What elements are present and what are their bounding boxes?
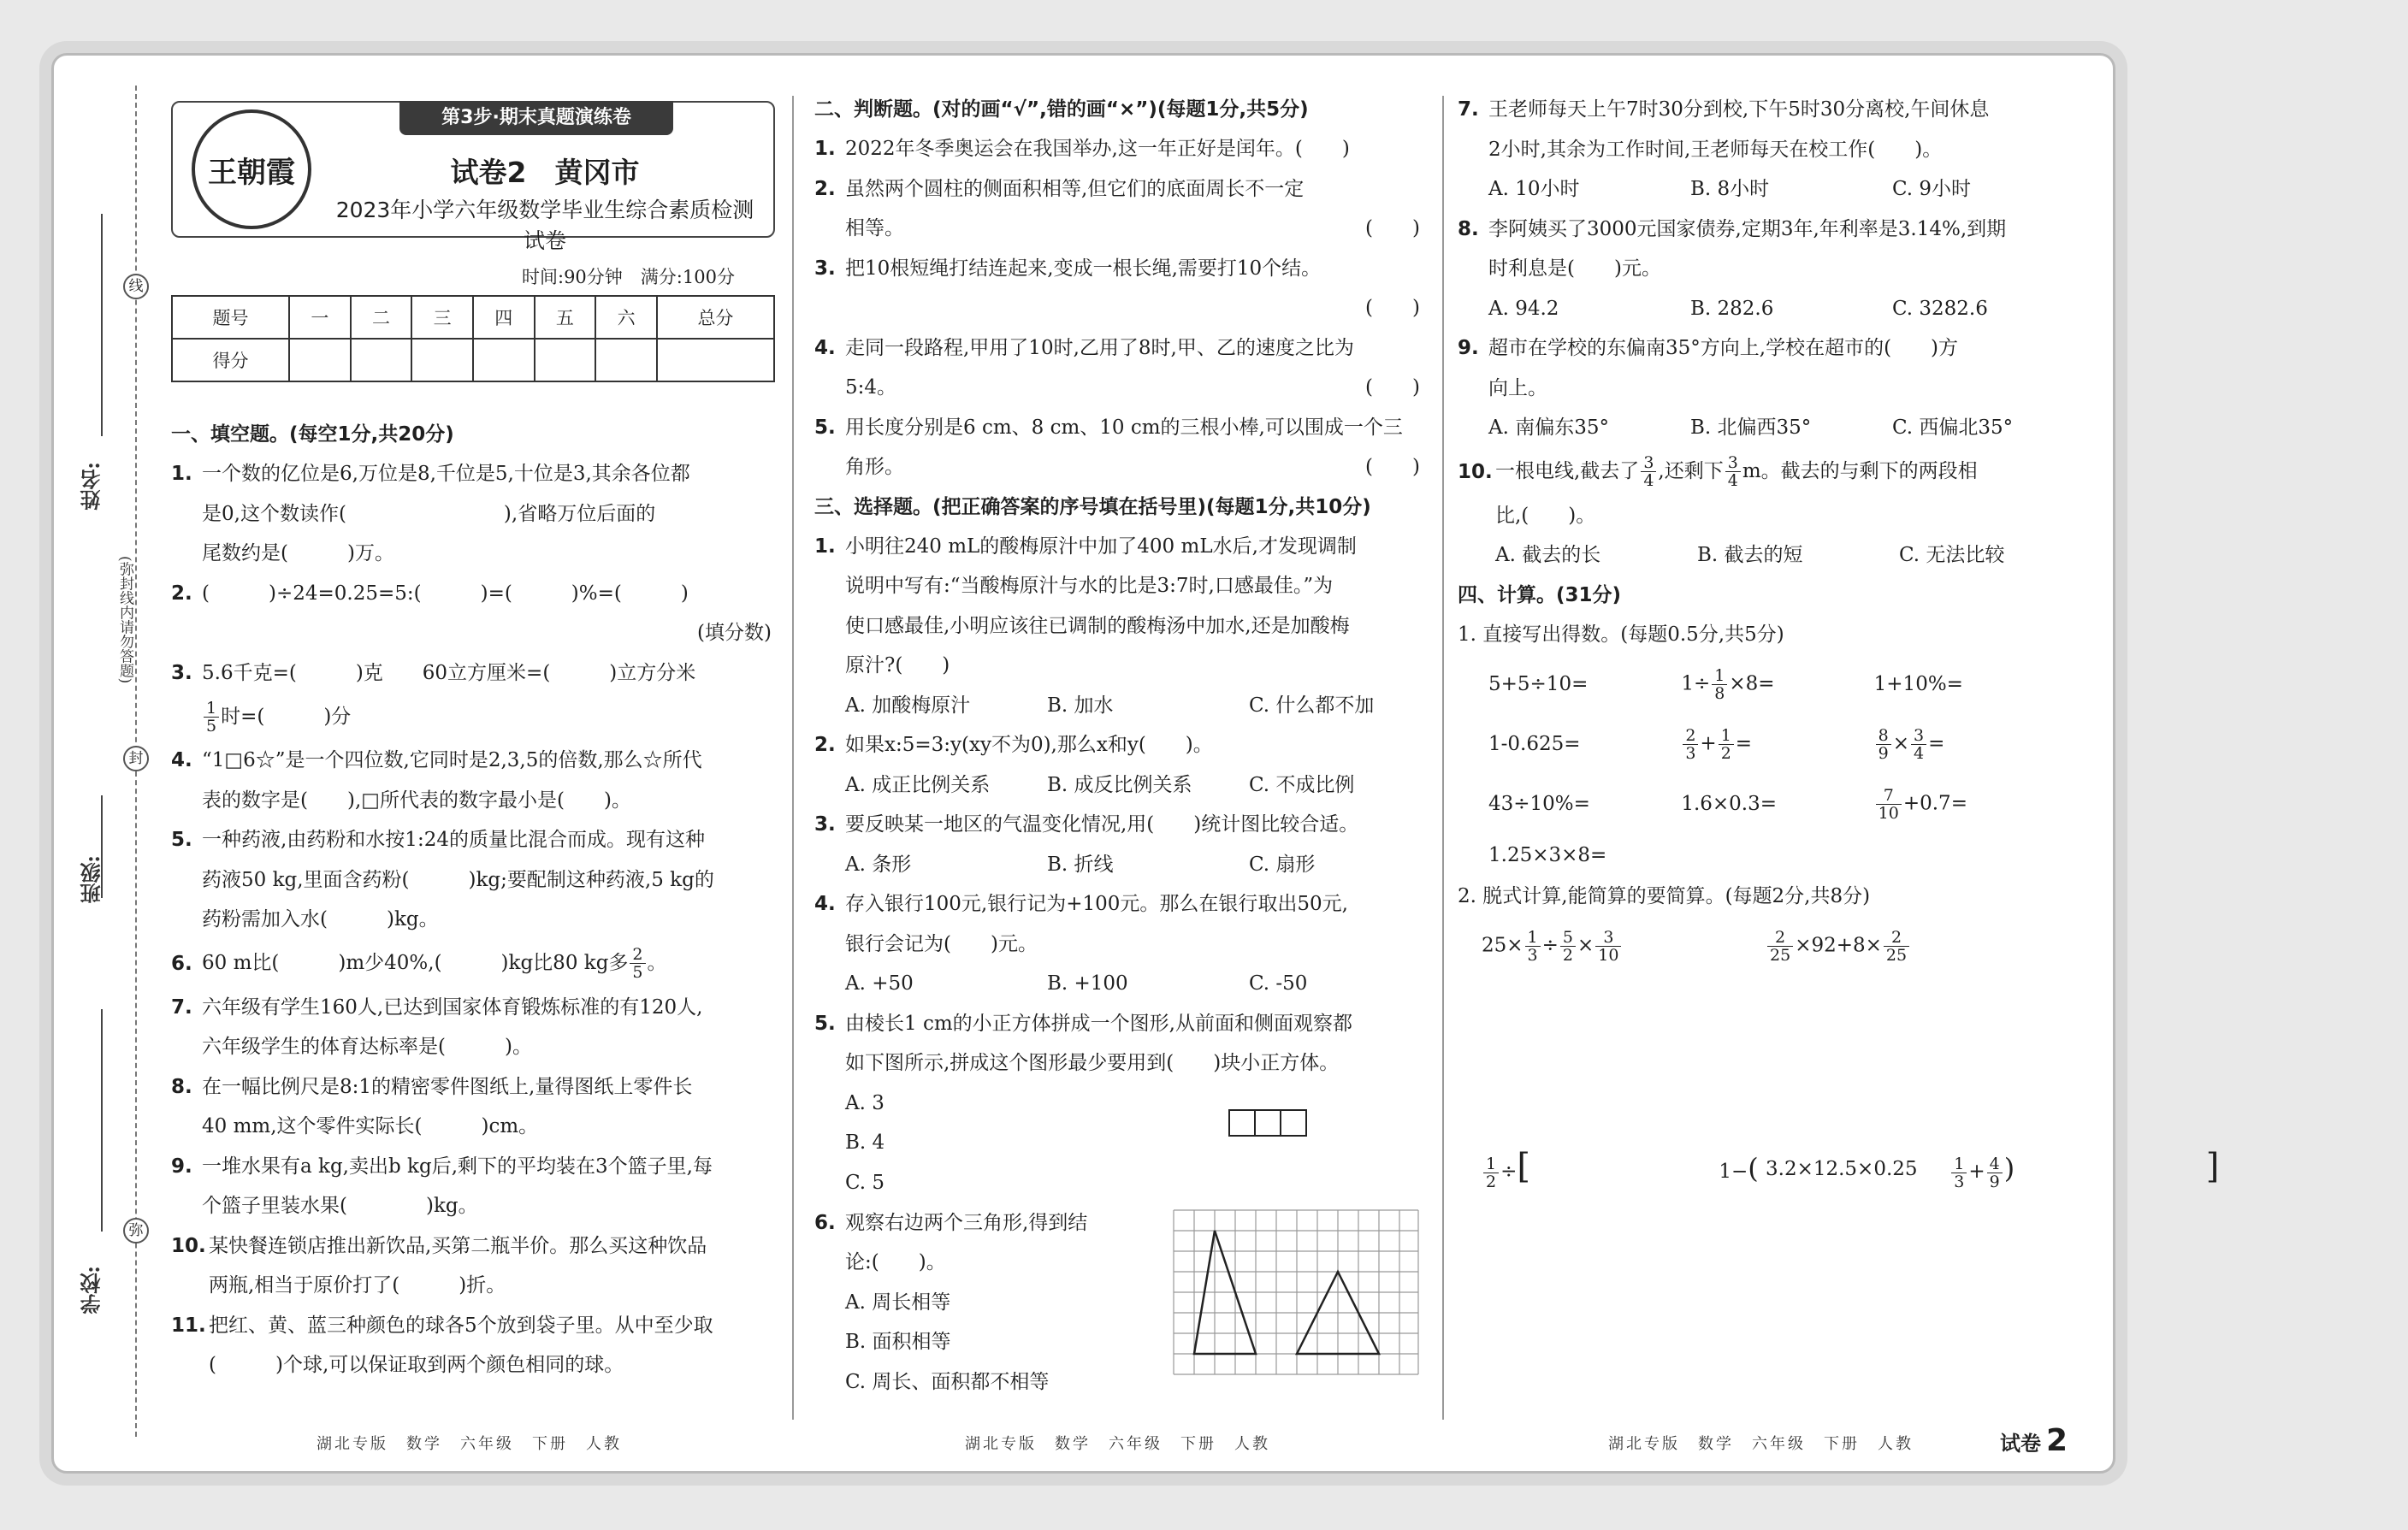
score-input-cell[interactable] (411, 339, 473, 381)
option[interactable]: A. 加酸梅原汁 (845, 694, 971, 717)
option-row (814, 686, 1429, 726)
option[interactable]: A. 条形 (845, 853, 912, 876)
calc-item: 1-0.625= (1488, 733, 1581, 755)
question (171, 940, 780, 988)
question-line: “1□6☆”是一个四位数,它同时是2,3,5的倍数,那么☆所代 (202, 749, 702, 771)
school-underline[interactable] (101, 1009, 103, 1232)
option-list (814, 1084, 1429, 1203)
question-number: 8. (171, 1075, 192, 1098)
answer-bracket[interactable]: ( ) (1365, 376, 1420, 399)
calc-item: 1+10%= (1873, 673, 1963, 695)
header-box (171, 101, 775, 253)
question-line (845, 209, 1429, 249)
question-number: 6. (171, 952, 192, 975)
score-input-cell[interactable] (657, 339, 774, 381)
calc-item: $\frac{8}{9}$ × $\frac{3}{4}$ = (1874, 727, 2067, 762)
fraction-numerator: 3 (1725, 454, 1741, 472)
option[interactable]: C. 3282.6 (1892, 297, 1988, 320)
question-number: 1. (814, 138, 836, 160)
fraction: $\frac{2}{25}$ (1884, 929, 1909, 964)
question-line: ( )个球,可以保证取到两个颜色相同的球。 (209, 1354, 624, 1376)
fraction-numerator: 1 (204, 700, 219, 718)
question-line: 在一幅比例尺是8:1的精密零件图纸上,量得图纸上零件长 (202, 1075, 693, 1098)
question-number: 8. (1458, 217, 1479, 240)
question (814, 169, 1429, 249)
question-text: 一根电线,截去了 (1495, 460, 1640, 483)
fraction (204, 700, 219, 735)
question-line: 40 mm,这个零件实际长( )cm。 (202, 1115, 539, 1137)
page-number: 2 (2046, 1423, 2068, 1458)
calc-row (1458, 834, 2067, 877)
fraction (1641, 454, 1656, 489)
question-line: 超市在学校的东偏南35°方向上,学校在超市的( )方 (1488, 337, 1959, 359)
option[interactable]: A. 周长相等 (845, 1291, 951, 1314)
question-number: 10. (171, 1234, 206, 1257)
option[interactable]: C. 9小时 (1892, 178, 1972, 200)
option[interactable]: A. 截去的长 (1495, 544, 1601, 566)
score-input-cell[interactable] (351, 339, 412, 381)
question-line: 向上。 (1488, 376, 1547, 399)
calc-item: $\frac{2}{3}$ + $\frac{1}{2}$ = (1681, 727, 1873, 762)
question (1458, 448, 2067, 496)
calc-expression: $\frac{1}{2}$ ÷[ 1−( $\frac{1}{3}$ + $\frac{4}{9}$ ) ] (1482, 1147, 1766, 1190)
option-row (814, 765, 1429, 806)
column-divider (792, 96, 794, 1420)
score-cell: 题号 (172, 296, 289, 339)
question-number: 6. (814, 1211, 836, 1234)
question (171, 653, 780, 741)
question-line: ( )÷24=0.25=5:( )=( )%=( ) (202, 582, 689, 605)
triangle-grid-figure (1172, 1208, 1420, 1376)
option-row (1458, 289, 2067, 329)
fraction: $\frac{1}{3}$ (1951, 1155, 1967, 1190)
question (171, 820, 780, 940)
question-number: 4. (171, 749, 192, 771)
question (1458, 90, 2067, 169)
question-line: 5.6千克=( )克 60立方厘米=( )立方分米 (202, 661, 696, 684)
fraction: $\frac{3}{4}$ (1911, 727, 1926, 762)
question-text: 60 m比( )m少40%,( )kg比80 kg多 (202, 952, 629, 975)
score-input-cell[interactable] (535, 339, 596, 381)
question-6-block (814, 1203, 1429, 1393)
question-line: 药液50 kg,里面含药粉( )kg;要配制这种药液,5 kg的 (202, 868, 714, 891)
question (1458, 210, 2067, 289)
question-number: 5. (814, 416, 836, 439)
score-table (171, 295, 775, 382)
question-number: 9. (171, 1155, 192, 1178)
question-line: 原汁?( ) (845, 654, 950, 676)
option[interactable]: C. 什么都不加 (1249, 694, 1375, 717)
question-line: 论:( )。 (845, 1251, 946, 1273)
question-line: 一堆水果有a kg,卖出b kg后,剩下的平均装在3个篮子里,每 (202, 1155, 713, 1178)
column-3 (1458, 90, 2220, 1199)
question-number: 7. (171, 995, 192, 1019)
calc-expression: $\frac{2}{25}$ ×92+8× $\frac{2}{25}$ (1766, 929, 1967, 964)
calc-item: 5+5÷10= (1488, 673, 1589, 695)
question-line: 个篮子里装水果( )kg。 (202, 1195, 478, 1217)
option[interactable]: A. +50 (845, 972, 914, 995)
question-text: 角形。 (845, 456, 904, 478)
question-line: 如果x:5=3:y(xy不为0),那么x和y( )。 (845, 734, 1213, 756)
fraction-denominator: 5 (632, 963, 643, 982)
score-cell: 三 (411, 296, 473, 339)
answer-bracket[interactable]: ( ) (1365, 456, 1420, 478)
question-line: 走同一段路程,甲用了10时,乙用了8时,甲、乙的速度之比为 (845, 336, 1354, 359)
name-label-text: 姓名: (80, 462, 104, 511)
question-number: 7. (1458, 98, 1479, 121)
footer-text: 湖北专版 数学 六年级 下册 人教 (965, 1435, 1270, 1453)
question-number: 9. (1458, 337, 1479, 359)
footer-text: 湖北专版 数学 六年级 下册 人教 (317, 1435, 622, 1453)
calc-item: 1.6×0.3= (1681, 793, 1778, 815)
fraction: $\frac{1}{2}$ (1483, 1155, 1499, 1190)
question-line: 是0,这个数读作( ),省略万位后面的 (202, 502, 656, 525)
question-line: 李阿姨买了3000元国家债券,定期3年,年利率是3.14%,到期 (1488, 217, 2007, 240)
sub-heading: 1. 直接写出得数。(每题0.5分,共5分) (1458, 623, 1784, 646)
question-text: 时=( )分 (221, 705, 352, 728)
option[interactable]: B. 面积相等 (845, 1331, 951, 1353)
option[interactable]: A. 3 (845, 1091, 885, 1114)
question-number: 4. (814, 893, 836, 915)
question (814, 527, 1429, 686)
question-line (845, 368, 1429, 408)
exam-subtitle: 2023年小学六年级数学毕业生综合素质检测试卷 (335, 198, 754, 253)
fraction-denominator: 4 (1643, 471, 1654, 490)
calc-text: = (1928, 732, 1945, 754)
fraction: $\frac{2}{3}$ (1683, 727, 1698, 762)
option-row (814, 845, 1429, 885)
fraction: $\frac{8}{9}$ (1876, 727, 1891, 762)
question (171, 1147, 780, 1226)
option[interactable]: B. 282.6 (1690, 297, 1774, 320)
question (814, 328, 1429, 408)
question-text: 5:4。 (845, 376, 897, 399)
question (171, 454, 780, 574)
question-line: 虽然两个圆柱的侧面积相等,但它们的底面周长不一定 (845, 177, 1305, 200)
question-line: 王老师每天上午7时30分到校,下午5时30分离校,午间休息 (1488, 98, 1990, 121)
seal-notice-text: (弥封线内请勿答题) (116, 556, 133, 684)
option[interactable]: B. 加水 (1047, 694, 1114, 717)
question-number: 1. (171, 463, 192, 485)
school-label-text: 学校: (80, 1266, 104, 1314)
question-line: 尾数约是( )万。 (202, 542, 394, 564)
fraction: $\frac{1}{8}$ (1712, 667, 1727, 702)
question-number: 3. (814, 813, 836, 836)
option[interactable]: B. 8小时 (1690, 178, 1770, 200)
calc-row (1458, 917, 2067, 977)
question-text: 。 (647, 952, 667, 975)
calc-text: ×8= (1729, 672, 1775, 694)
calc-row (1458, 1139, 2220, 1199)
option-row (1458, 408, 2067, 448)
fraction: $\frac{7}{10}$ (1876, 787, 1902, 822)
section-heading: 二、判断题。(对的画“√”,错的画“×”)(每题1分,共5分) (814, 98, 1309, 121)
question-line: 比,( )。 (1495, 504, 1596, 527)
seal-mark-line: 线 (123, 274, 149, 299)
question-line: 一种药液,由药粉和水按1:24的质量比混合而成。现有这种 (202, 829, 705, 851)
fraction-numerator: 3 (1641, 454, 1656, 472)
question (1458, 328, 2067, 408)
fraction: $\frac{4}{9}$ (1987, 1155, 2003, 1190)
sub-heading: 2. 脱式计算,能简算的要简算。(每题2分,共8分) (1458, 885, 1871, 907)
fraction: $\frac{2}{25}$ (1767, 929, 1793, 964)
option[interactable]: A. 94.2 (1488, 297, 1559, 320)
score-header-row (172, 296, 774, 339)
page-label-text: 试卷 (2000, 1432, 2041, 1456)
question-note: (填分数) (697, 622, 772, 644)
seal-notice (116, 556, 133, 688)
question-text: 相等。 (845, 217, 904, 239)
question (814, 805, 1429, 845)
question-line: 某快餐连锁店推出新饮品,买第二瓶半价。那么买这种饮品 (209, 1234, 707, 1257)
question-line: 要反映某一地区的气温变化情况,用( )统计图比较合适。 (845, 813, 1359, 836)
score-cell: 四 (473, 296, 535, 339)
question-number: 1. (814, 535, 836, 558)
logo-text: 王朝霞 (208, 155, 295, 190)
option[interactable]: C. 不成比例 (1249, 773, 1355, 796)
fraction: $\frac{1}{3}$ (1525, 929, 1541, 964)
score-cell: 五 (535, 296, 596, 339)
work-space[interactable] (1458, 977, 2067, 1139)
calc-item (1874, 787, 2067, 822)
fraction: $\frac{5}{2}$ (1560, 929, 1576, 964)
fraction: $\frac{1}{2}$ (1719, 727, 1734, 762)
calc-expression: 25× $\frac{1}{3}$ ÷ $\frac{5}{2}$ × $\frac{3}{10}$ (1482, 929, 1766, 964)
fraction-denominator: 4 (1727, 471, 1738, 490)
question-number: 2. (814, 734, 836, 756)
question (814, 1004, 1429, 1084)
question-line: 2小时,其余为工作时间,王老师每天在校工作( )。 (1488, 138, 1943, 161)
score-cell: 一 (289, 296, 351, 339)
score-row-label: 得分 (172, 339, 289, 381)
question-line: 把红、黄、蓝三种颜色的球各5个放到袋子里。从中至少取 (209, 1314, 713, 1337)
question-line: 用长度分别是6 cm、8 cm、10 cm的三根小棒,可以围成一个三 (845, 416, 1403, 439)
question (814, 129, 1429, 169)
option[interactable]: A. 10小时 (1488, 178, 1580, 200)
calc-item: 43÷10%= (1488, 793, 1590, 815)
question-line: 由棱长1 cm的小正方体拼成一个图形,从前面和侧面观察都 (845, 1012, 1352, 1035)
brand-logo (192, 109, 311, 229)
score-cell: 二 (351, 296, 412, 339)
fraction-numerator: 2 (630, 946, 645, 964)
calc-row (1458, 714, 2067, 774)
question (171, 1067, 780, 1147)
section-heading: 一、填空题。(每空1分,共20分) (171, 423, 454, 446)
question-number: 11. (171, 1314, 206, 1337)
option[interactable]: C. 无法比较 (1899, 544, 2005, 566)
option[interactable]: B. 北偏西35° (1690, 416, 1812, 439)
question-line: 药粉需加入水( )kg。 (202, 908, 439, 930)
name-underline[interactable] (101, 214, 103, 436)
score-cell: 六 (595, 296, 657, 339)
option[interactable]: A. 南偏东35° (1488, 416, 1609, 439)
exam-title: 试卷2 黄冈市 (450, 156, 640, 189)
option[interactable]: B. 4 (845, 1131, 885, 1154)
school-label (80, 1266, 104, 1316)
score-input-cell[interactable] (289, 339, 351, 381)
question (814, 884, 1429, 964)
section-heading: 四、计算。(31分) (1458, 583, 1622, 606)
option-row (814, 964, 1429, 1004)
name-label (80, 462, 104, 512)
question-line: 银行会记为( )元。 (845, 932, 1038, 955)
question-number: 5. (814, 1012, 836, 1035)
option[interactable]: B. 成反比例关系 (1047, 773, 1192, 796)
cube-view-figure (1228, 1109, 1310, 1138)
calc-item (1681, 667, 1873, 702)
score-input-cell[interactable] (595, 339, 657, 381)
fraction (630, 946, 645, 981)
question (814, 408, 1429, 487)
option-block (814, 1084, 1429, 1203)
answer-bracket[interactable]: ( ) (1365, 297, 1420, 319)
question-line: 表的数字是( ),□所代表的数字最小是( )。 (202, 789, 631, 812)
question-line: 六年级有学生160人,已达到国家体育锻炼标准的有120人, (202, 995, 703, 1019)
class-label (80, 855, 104, 906)
question-number: 5. (171, 829, 192, 851)
time-score: 时间:90分钟 满分:100分 (522, 267, 735, 287)
question-line: 时利息是( )元。 (1488, 257, 1661, 280)
option[interactable]: C. 5 (845, 1171, 885, 1194)
question-line: 六年级学生的体育达标率是( )。 (202, 1036, 532, 1058)
question-text: m。截去的与剩下的两段相 (1742, 460, 1978, 483)
page-label (2000, 1423, 2068, 1458)
section-heading: 三、选择题。(把正确答案的序号填在括号里)(每题1分,共10分) (814, 495, 1371, 518)
answer-bracket[interactable]: ( ) (1365, 217, 1420, 239)
calc-row (1458, 654, 2067, 714)
question (171, 988, 780, 1067)
column-1 (171, 415, 780, 1385)
question-number: 3. (814, 257, 836, 280)
option[interactable]: C. 扇形 (1249, 853, 1316, 876)
question-number: 4. (814, 336, 836, 359)
option[interactable]: B. 截去的短 (1697, 544, 1803, 566)
question-number: 3. (171, 661, 192, 684)
question (171, 574, 780, 653)
question-line: 2022年冬季奥运会在我国举办,这一年正好是闰年。( ) (845, 138, 1350, 160)
option[interactable]: C. -50 (1249, 972, 1308, 995)
fraction (1725, 454, 1741, 489)
option[interactable]: C. 西偏北35° (1892, 416, 2014, 439)
column-2 (814, 90, 1429, 1393)
question-line (845, 447, 1429, 487)
question-line: 如下图所示,拼成这个图形最少要用到( )块小正方体。 (845, 1052, 1340, 1074)
question-line: 使口感最佳,小明应该往已调制的酸梅汤中加水,还是加酸梅 (845, 614, 1350, 637)
question-line: 小明往240 mL的酸梅原汁中加了400 mL水后,才发现调制 (845, 535, 1357, 558)
question-line: 存入银行100元,银行记为+100元。那么在银行取出50元, (845, 893, 1348, 915)
seal-mark-secret: 弥 (123, 1218, 149, 1243)
score-cell: 总分 (657, 296, 774, 339)
option[interactable]: C. 周长、面积都不相等 (845, 1370, 1050, 1393)
question (814, 725, 1429, 765)
option-row (1458, 169, 2067, 210)
seal-mark-seal: 封 (123, 746, 149, 771)
question-line: 一个数的亿位是6,万位是8,千位是5,十位是3,其余各位都 (202, 463, 690, 485)
score-value-row (172, 339, 774, 381)
question-number: 2. (171, 582, 192, 605)
calc-text: +0.7= (1902, 792, 1967, 814)
calc-text: 1÷ (1681, 672, 1711, 694)
fraction-denominator: 5 (206, 716, 217, 735)
question (171, 741, 780, 820)
question-text: ,还剩下 (1658, 460, 1724, 483)
calc-row (1458, 774, 2067, 834)
question-number: 10. (1458, 460, 1493, 483)
question-number: 2. (814, 177, 836, 200)
option-row (1458, 535, 2067, 576)
question (171, 1226, 780, 1306)
calc-item: 1.25×3×8= (1488, 844, 1607, 866)
score-input-cell[interactable] (473, 339, 535, 381)
option[interactable]: B. 折线 (1047, 853, 1114, 876)
class-label-text: 班级: (80, 855, 104, 904)
question-line: 观察右边两个三角形,得到结 (845, 1211, 1088, 1234)
question-line (202, 693, 780, 741)
option[interactable]: B. +100 (1047, 972, 1128, 995)
question (814, 249, 1429, 328)
fraction: $\frac{3}{10}$ (1595, 929, 1621, 964)
column-divider (1442, 96, 1444, 1420)
question-line: 说明中写有:“当酸梅原汁与水的比是3:7时,口感最佳。”为 (845, 575, 1334, 597)
footer-text: 湖北专版 数学 六年级 下册 人教 (1608, 1435, 1914, 1453)
step-banner: 第3步·期末真题演练卷 (399, 101, 673, 135)
calc-expression: 3.2×12.5×0.25 (1766, 1157, 1918, 1180)
option[interactable]: A. 成正比例关系 (845, 773, 991, 796)
question-line: 两瓶,相当于原价打了( )折。 (209, 1274, 506, 1297)
question (171, 1306, 780, 1385)
question-line: 把10根短绳打结连起来,变成一根长绳,需要打10个结。 (845, 257, 1322, 280)
